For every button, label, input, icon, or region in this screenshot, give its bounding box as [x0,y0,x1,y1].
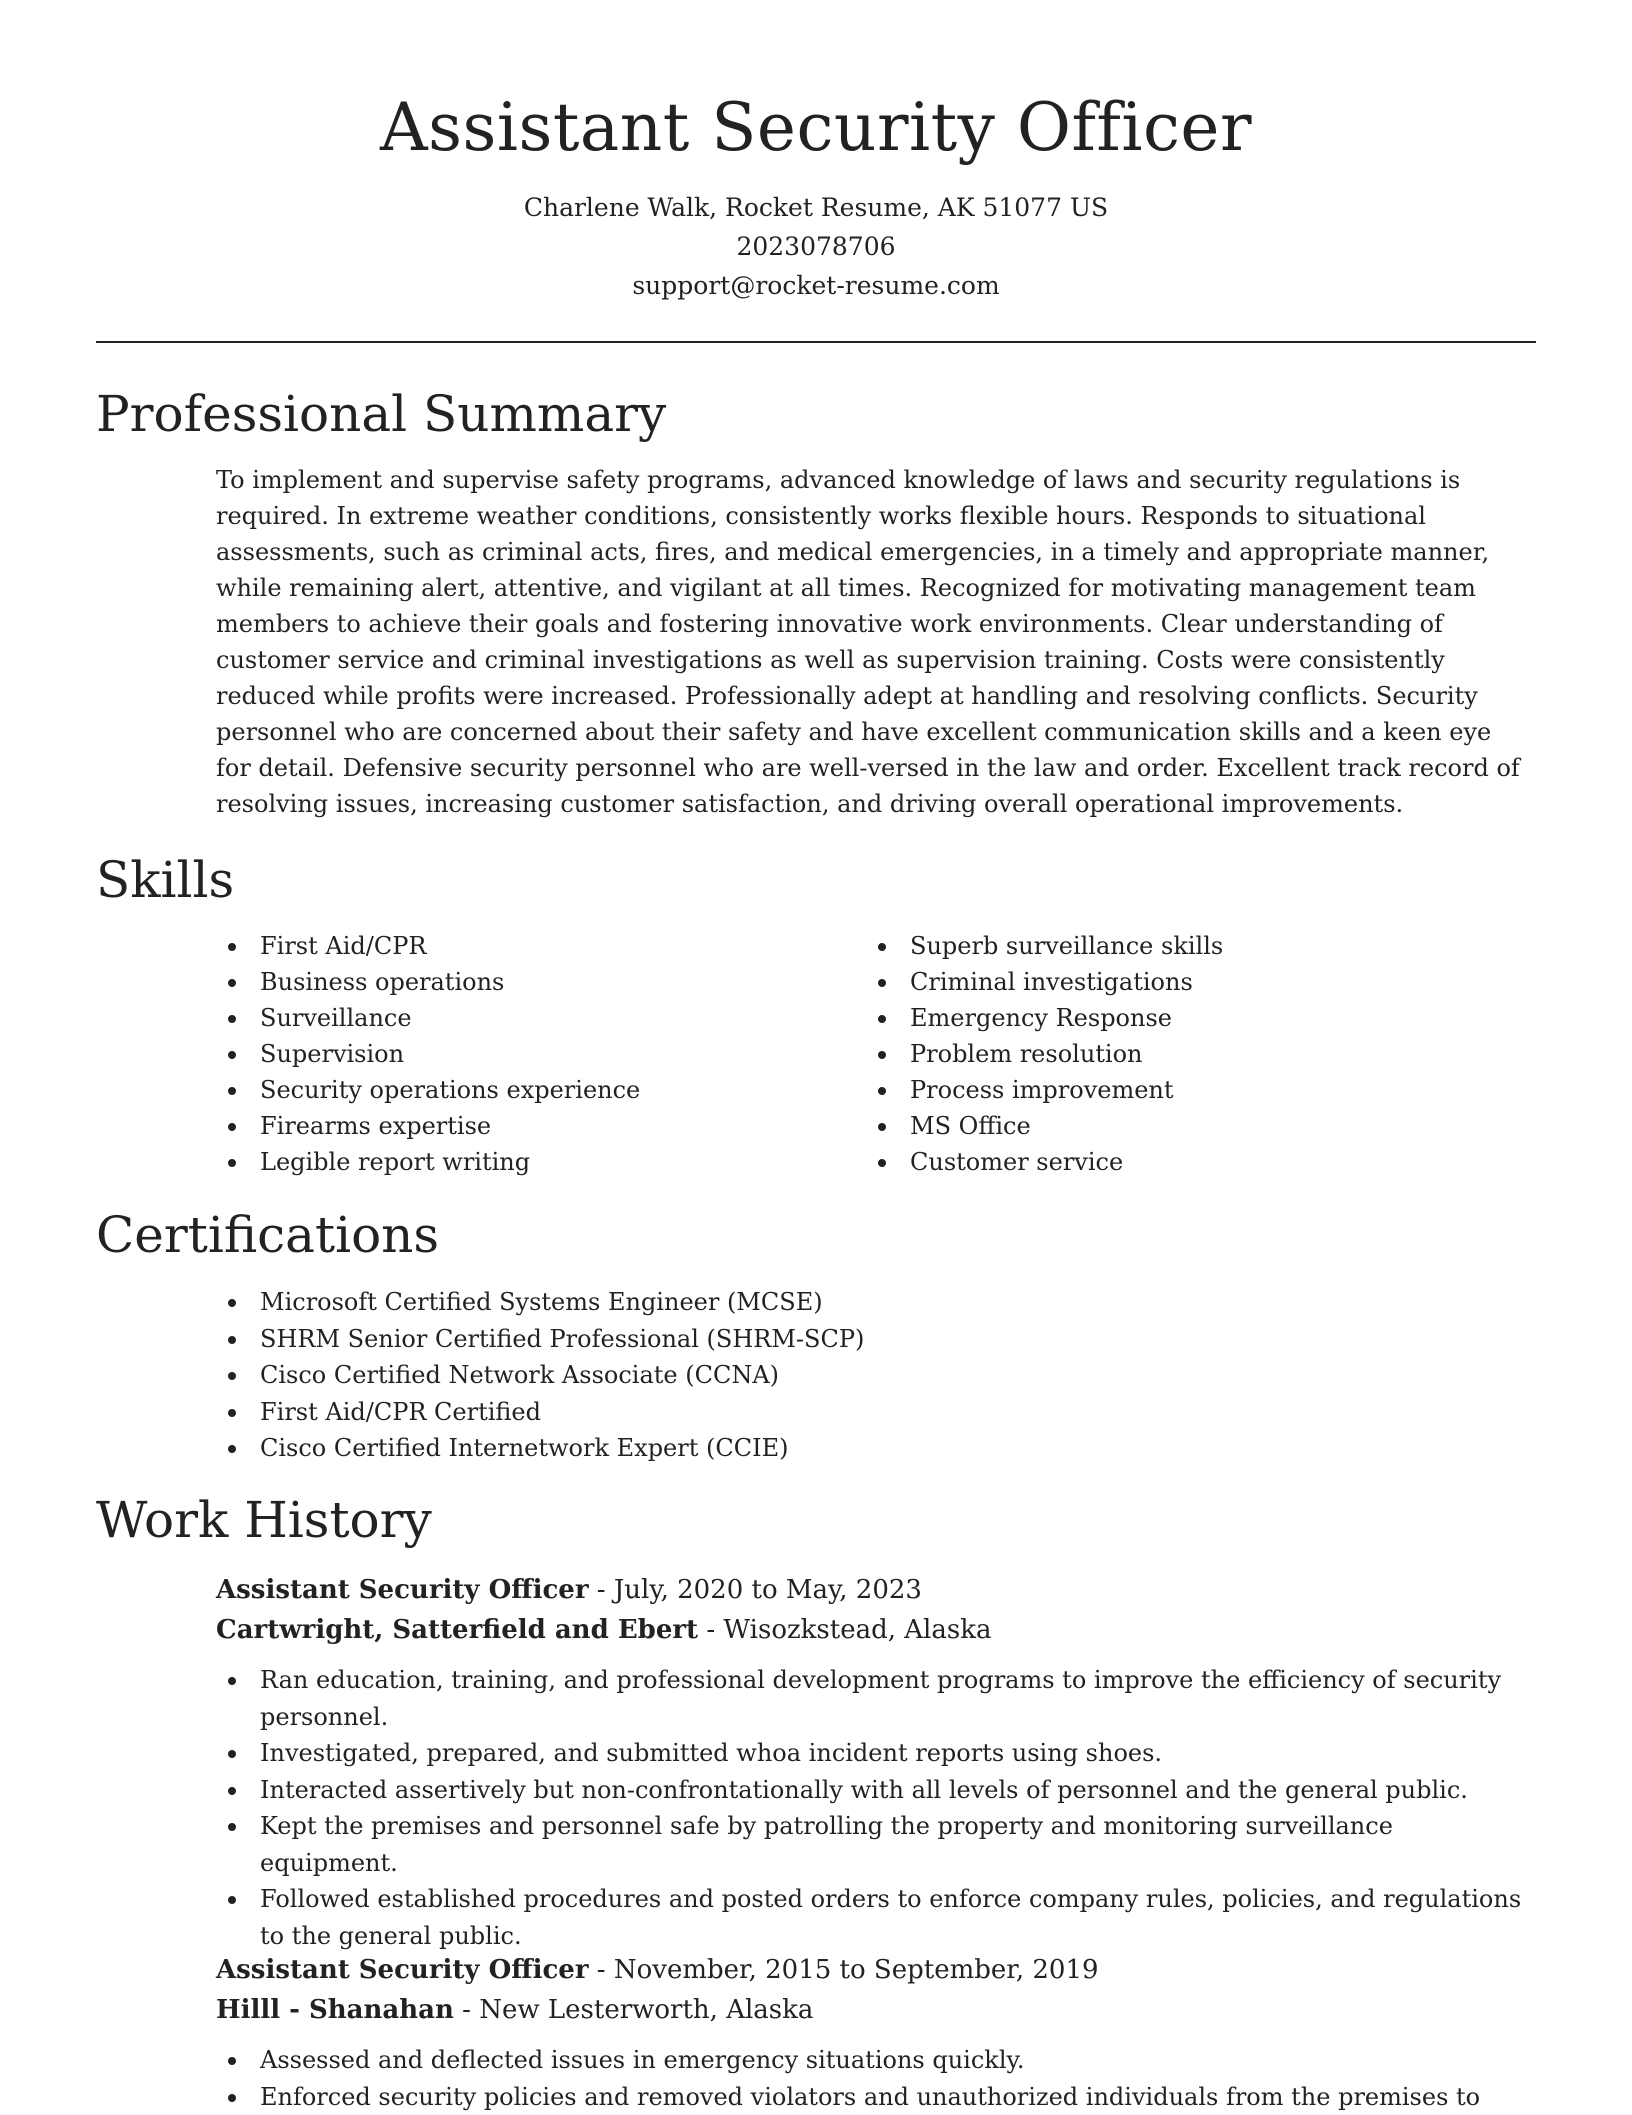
job-location: - Wisozkstead, Alaska [698,1615,991,1645]
resume-name: Assistant Security Officer [0,80,1632,176]
contact-block [0,188,1632,305]
summary-heading: Professional Summary [96,384,666,444]
certification-item: Cisco Certified Network Associate (CCNA) [216,1357,1116,1394]
job-dates: - July, 2020 to May, 2023 [589,1575,922,1605]
skill-item: Security operations experience [216,1072,816,1108]
job-duties-list [216,2042,1536,2115]
job-company: Hilll - Shanahan [216,1995,454,2025]
contact-email: support@rocket-resume.com [0,266,1632,305]
job-duty-item: Ran education, training, and professional development programs to improve the efficiency of security personnel. [216,1662,1536,1735]
certification-item: First Aid/CPR Certified [216,1394,1116,1431]
skill-item: Business operations [216,964,816,1000]
certifications-heading: Certifications [96,1205,439,1265]
job-duty-item: Assessed and deflected issues in emergency situations quickly. [216,2042,1536,2079]
work-history-heading: Work History [96,1490,432,1550]
certification-item: Microsoft Certified Systems Engineer (MCSE) [216,1284,1116,1321]
job-entry [216,1570,1536,1954]
job-company-line [216,1990,1536,2030]
certification-item: SHRM Senior Certified Professional (SHRM-SCP) [216,1321,1116,1358]
certifications-list [216,1284,1116,1467]
summary-text: To implement and supervise safety programs, advanced knowledge of laws and security regulations is required. In extreme weather conditions, consistently works flexible hours. Responds to situational assessments, such as criminal acts, fires, and medical emergencies, in a timely and appropriate manner, while remaining alert, attentive, and vigilant at all times. Recognized for motivating management team members to achieve their goals and fostering innovative work environments. Clear understanding of customer service and criminal investigations as well as supervision training. Costs were consistently reduced while profits were increased. Professionally adept at handling and resolving conflicts. Security personnel who are concerned about their safety and have excellent communication skills and a keen eye for detail. Defensive security personnel who are well-versed in the law and order. Excellent track record of resolving issues, increasing customer satisfaction, and driving overall operational improvements. [216,462,1532,822]
job-duty-item: Investigated, prepared, and submitted whoa incident reports using shoes. [216,1735,1536,1772]
skill-item: Customer service [866,1144,1466,1180]
job-title-line [216,1950,1536,1990]
skills-heading: Skills [96,850,234,910]
job-duty-item: Enforced security policies and removed violators and unauthorized individuals from the premises to [216,2079,1536,2115]
resume-header [0,80,1632,305]
job-dates: - November, 2015 to September, 2019 [589,1955,1099,1985]
contact-address: Charlene Walk, Rocket Resume, AK 51077 US [0,188,1632,227]
job-role: Assistant Security Officer [216,1955,589,1985]
skill-item: Emergency Response [866,1000,1466,1036]
skill-item: Process improvement [866,1072,1466,1108]
job-company-line [216,1610,1536,1650]
job-location: - New Lesterworth, Alaska [454,1995,813,2025]
skills-list-left [216,928,816,1180]
skill-item: Criminal investigations [866,964,1466,1000]
contact-phone: 2023078706 [0,227,1632,266]
header-divider [96,341,1536,343]
job-duty-item: Kept the premises and personnel safe by patrolling the property and monitoring surveillance equipment. [216,1808,1536,1881]
skill-item: Supervision [216,1036,816,1072]
skills-list-right [866,928,1466,1180]
certification-item: Cisco Certified Internetwork Expert (CCIE) [216,1430,1116,1467]
skill-item: Legible report writing [216,1144,816,1180]
skill-item: MS Office [866,1108,1466,1144]
job-title-line [216,1570,1536,1610]
skill-item: Surveillance [216,1000,816,1036]
job-duty-item: Followed established procedures and posted orders to enforce company rules, policies, and regulations to the general public. [216,1881,1536,1954]
job-entry [216,1950,1536,2115]
skill-item: Problem resolution [866,1036,1466,1072]
skill-item: Superb surveillance skills [866,928,1466,964]
job-duty-item: Interacted assertively but non-confrontationally with all levels of personnel and the general public. [216,1772,1536,1809]
job-duties-list [216,1662,1536,1954]
job-company: Cartwright, Satterfield and Ebert [216,1615,698,1645]
job-role: Assistant Security Officer [216,1575,589,1605]
skill-item: First Aid/CPR [216,928,816,964]
skill-item: Firearms expertise [216,1108,816,1144]
